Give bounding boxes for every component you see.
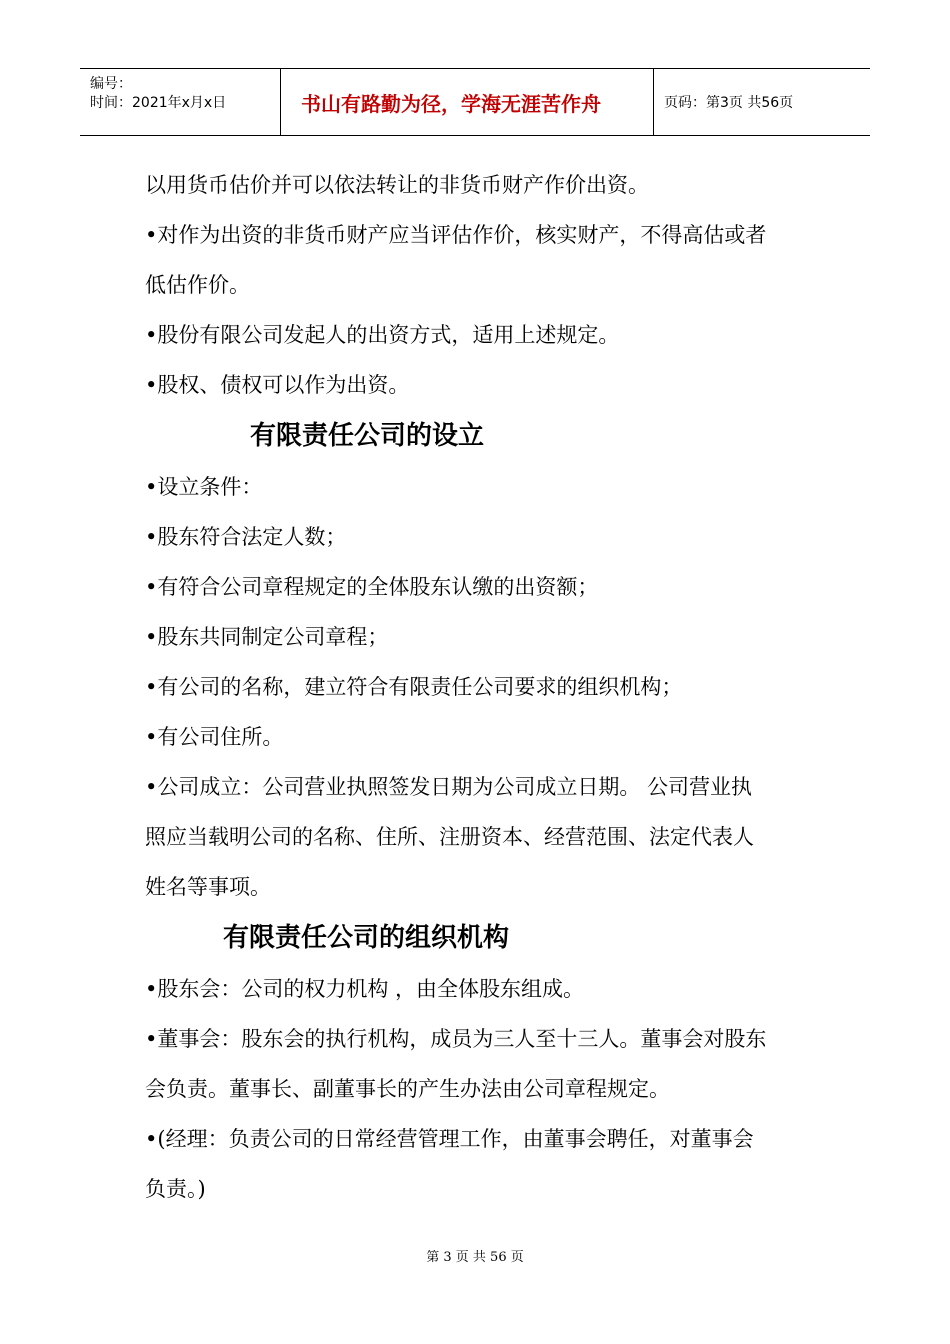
section2-line: •(经理：负责公司的日常经营管理工作，由董事会聘任，对董事会 (145, 1127, 754, 1151)
header-meta (80, 69, 281, 135)
paragraph-line: 以用货币估价并可以依法转让的非货币财产作价出资。 (145, 173, 649, 197)
header-motto: 书山有路勤为径，学海无涯苦作舟 (281, 69, 654, 135)
document-number-label: 编号： (90, 76, 132, 92)
page-header (80, 68, 870, 136)
page-footer: 第 3 页 共 56 页 (426, 1250, 524, 1265)
document-body (145, 160, 825, 1214)
section2-line: 会负责。董事长、副董事长的产生办法由公司章程规定。 (145, 1077, 670, 1101)
section1-line: 照应当载明公司的名称、住所、注册资本、经营范围、法定代表人 (145, 825, 754, 849)
paragraph-line: 低估作价。 (145, 273, 250, 297)
section1-line: •股东共同制定公司章程； (145, 625, 389, 649)
section1-line: •设立条件： (145, 475, 263, 499)
section-heading-organization: 有限责任公司的组织机构 (223, 923, 510, 953)
section2-line: 负责。) (145, 1177, 206, 1201)
header-page-info: 页码：第3页 共56页 (664, 95, 794, 111)
section1-line: •有公司住所。 (145, 725, 284, 749)
section2-line: •股东会：公司的权力机构 ，由全体股东组成。 (145, 977, 585, 1001)
section1-line: 姓名等事项。 (145, 875, 271, 899)
section-heading-establishment: 有限责任公司的设立 (250, 421, 485, 451)
section2-line: •董事会：股东会的执行机构，成员为三人至十三人。董事会对股东 (145, 1027, 767, 1051)
document-date: 时间：2021年x月x日 (90, 95, 227, 111)
paragraph-line: •股份有限公司发起人的出资方式，适用上述规定。 (145, 323, 620, 347)
section1-line: •股东符合法定人数； (145, 525, 347, 549)
section1-line: •有符合公司章程规定的全体股东认缴的出资额； (145, 575, 599, 599)
paragraph-line: •对作为出资的非货币财产应当评估作价，核实财产，不得高估或者 (145, 223, 767, 247)
section1-line: •有公司的名称，建立符合有限责任公司要求的组织机构； (145, 675, 683, 699)
paragraph-line: •股权、债权可以作为出资。 (145, 373, 410, 397)
section1-line: •公司成立：公司营业执照签发日期为公司成立日期。 公司营业执 (145, 775, 753, 799)
